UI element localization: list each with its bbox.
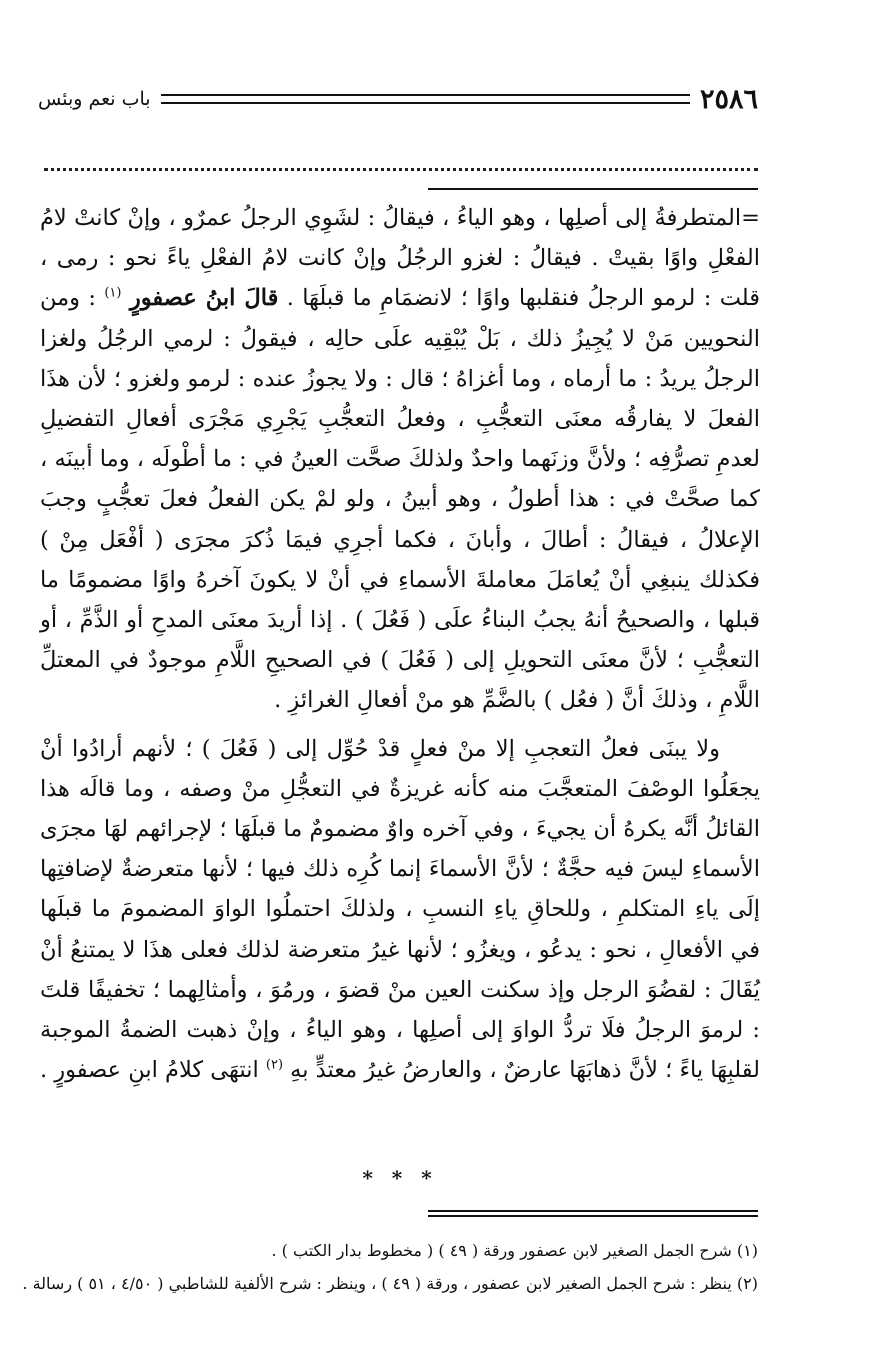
footnote-2: (٢) ينظر : شرح الجمل الصغير لابن عصفور ، ورقة ( ٤٩ ) ، وينظر : شرح الألفية للشاطبي ( ٤/٥٠ ، ٥١ ) رسالة . <box>22 1274 758 1293</box>
continuation-rule <box>428 188 758 190</box>
paragraph-continued <box>40 198 760 721</box>
header-rule <box>161 94 690 104</box>
chapter-title: باب نعم وبئس <box>38 88 151 110</box>
footnote-ref-2[interactable]: (٢) <box>265 1057 284 1073</box>
dotted-separator <box>44 148 758 171</box>
main-text <box>40 198 760 1090</box>
paragraph-text: ولا يبنَى فعلُ التعجبِ إلا منْ فعلٍ قدْ حُوِّل إلى ( فَعُلَ ) ؛ لأنهم أرادُوا أنْ يجعَلُوا الوصْفَ المتعجَّبَ منه كأنه غريزةٌ في التعجُّلِ منْ وصفه ، وما قالَه هذا القائلُ أنَّه يكرهُ أن يجيءَ ، وفي آخره واوٌ مضمومٌ ما قبلَهَا ؛ لإجرائهم لهَا مجرَى الأسماءِ ليسَ فيه حجَّةٌ ؛ لأنَّ الأسماءَ إنما كُرِه ذلك فيها ؛ لأنها متعرضةٌ لإضافتِها إلَى ياءِ المتكلمِ ، وللحاقِ ياءِ النسبِ ، ولذلكَ احتملُوا الواوَ المضمومَ ما قبلَها في الأفعالِ ، نحو : يدعُو ، ويغزُو ؛ لأنها غيرُ متعرضة لذلك فعلى هذَا لا يمتنعُ أنْ يُقَالَ : لقضُوَ الرجل وإذ سكنت العين منْ قضوَ ، ورمُوَ ، وأمثالِهما ؛ تخفيفًا قلتَ : لرموَ الرجلُ فلَا تردُّ الواوَ إلى أصلِها ، وهو الياءُ ، وإنْ ذهبت الضمةُ الموجبة لقلبِهَا ياءً ؛ لأنَّ ذهابَهَا عارضٌ ، والعارضُ غيرُ معتدٍّ بهِ <box>40 735 760 1084</box>
footnote-1: (١) شرح الجمل الصغير لابن عصفور ورقة ( ٤٩ ) ( مخطوط بدار الكتب ) . <box>271 1241 758 1260</box>
quoted-author-heading: قالَ ابنُ عصفورٍ <box>129 285 279 312</box>
paragraph-text: : ومن النحويين مَنْ لا يُجِيزُ ذلك ، بَلْ يُبْقِيه علَى حالِه ، فيقولُ : لرمي الرجُلُ ولغزا الرجلُ يريدُ : ما أرماه ، وما أغزاهُ ؛ قال : ولا يجوزُ عنده : لرمو ولغزو ؛ لأن هذَا الفعلَ لا يفارقُه معنَى التعجُّبِ ، وفعلُ التعجُّبِ يَجْرِي مَجْرَى أفعالِ التفضيلِ لعدمِ تصرُّفِه ؛ ولأنَّ وزنَهما واحدٌ ولذلكَ صحَّت العينُ في : ما أطْولَه ، وما أبينَه ، كما صحَّتْ في : هذا أطولُ ، وهو أبينُ ، ولو لمْ يكن الفعلُ فعلَ تعجُّبٍ وجبَ الإعلالُ ، فيقالُ : أطالَ ، وأبانَ ، فكما أجرِي فيمَا ذُكرَ مجرَى ( أفْعَل مِنْ ) فكذلك ينبغِي أنْ يُعامَلَ معاملةَ الأسماءِ في أنْ لا يكونَ آخرهُ واوًا مضمومًا ما قبلها ، والصحيحُ أنهُ يجبُ البناءُ علَى ( فَعُلَ ) . إذا أريدَ معنَى المدحِ أو الذَّمِّ ، أو التعجُّبِ ؛ لأنَّ معنَى التحويلِ إلى ( فَعُلَ ) في الصحيحِ اللَّامِ موجودٌ في المعتلِّ اللَّامِ ، وذلكَ أنَّ ( فعُل ) بالضَّمِّ هو منْ أفعالِ الغرائزِ . <box>40 285 760 714</box>
page-number: ٢٥٨٦ <box>699 83 758 115</box>
footnotes <box>22 1234 758 1300</box>
running-header <box>38 82 758 116</box>
paragraph-text: انتهَى كلامُ ابنِ عصفورٍ . <box>40 1057 259 1084</box>
paragraph <box>40 729 760 1091</box>
footnote-ref-1[interactable]: (١) <box>104 285 122 301</box>
footnote-rule <box>428 1210 758 1217</box>
paragraph-text: =المتطرفةُ إلى أصلِها ، وهو الياءُ ، فيقالُ : لشَوِي الرجلُ عمرٌو ، وإنْ كانتْ لامُ الفعْلِ واوًا بقيتْ . فيقالُ : لغزو الرجُلُ وإنْ كانت لامُ الفعْلِ ياءً نحو : رمى ، قلت : لرمو الرجلُ فنقلبها واوًا ؛ لانضمَامِ ما قبلَهَا . <box>40 205 760 312</box>
section-stars: * * * <box>362 1166 438 1190</box>
